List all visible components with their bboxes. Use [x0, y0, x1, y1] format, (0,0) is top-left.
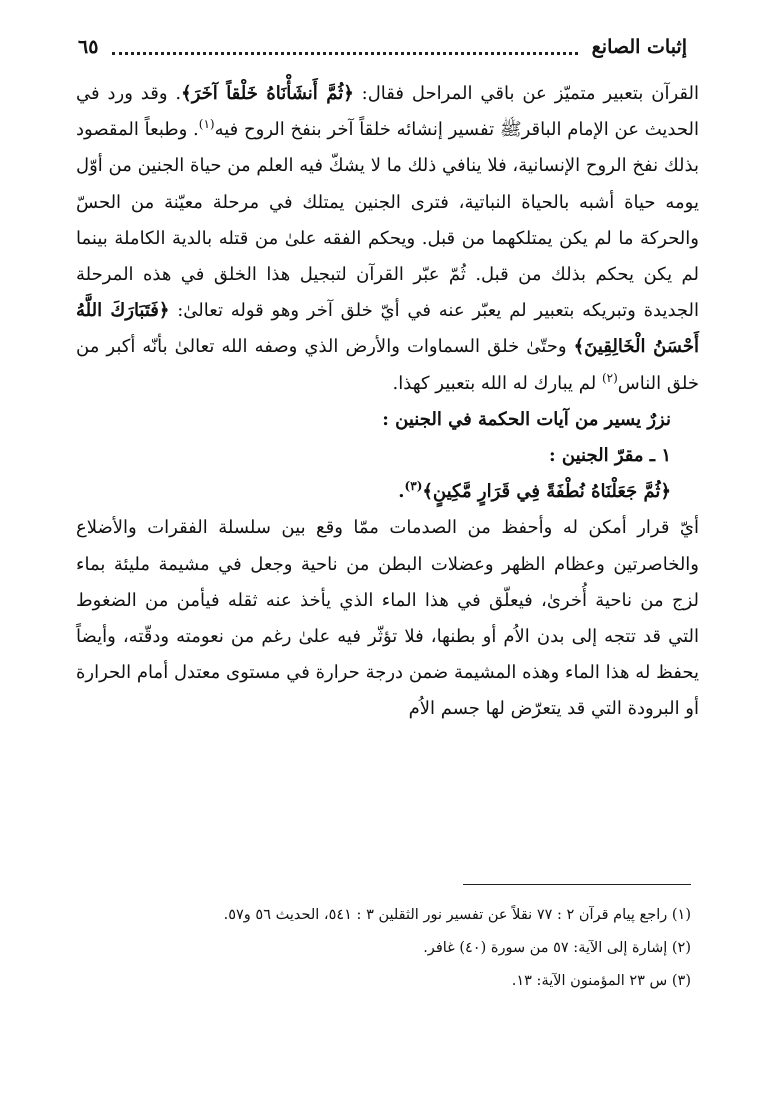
footnote-2: (٢) إشارة إلى الآية: ٥٧ من سورة (٤٠) غافر. — [423, 940, 691, 956]
running-header — [78, 30, 687, 64]
paragraph-1-text-d: وحتّىٰ خلق السماوات والأرض الذي وصفه الله تعالىٰ بأنّه أكبر من خلق الناس — [76, 336, 699, 394]
quran-verse-2: ﴿فَتَبَارَكَ اللَّهُ أَحْسَنُ الْخَالِقِينَ﴾ — [76, 300, 699, 358]
footnote-1: (١) راجع پيام قرآن ٢ : ٧٧ نقلاً عن تفسير نور الثقلين ٣ : ٥٤١، الحديث ٥٦ و٥٧. — [223, 907, 691, 923]
footnote-ref-1[interactable]: (١) — [198, 117, 215, 132]
paragraph-1-text-c: . وطبعاً المقصود بذلك نفخ الروح الإنسانية، فلا ينافي ذلك ما لا يشكّ فيه العلم من حياة الجنين من أوّل يومه حياة أشبه بالحياة النباتية، فترى الجنين يمتلك في مرحلة معيّنة من الحسّ والحركة ما لم يكن يمتلكهما من قبل. ويحكم الفقه علىٰ من قتله بالدية الكاملة بينما لم يكن يحكم بذلك من قبل. ثُمّ عبّر القرآن لتبجيل هذا الخلق في هذه المرحلة الجديدة وتبريكه بتعبير لم يعبّر عنه في أيّ خلق آخر وهو قوله تعالىٰ: — [76, 119, 700, 322]
main-text — [76, 76, 699, 728]
subheading: ١ ـ مقرّ الجنين : — [548, 445, 671, 467]
verse-line — [76, 474, 699, 510]
paragraph-1 — [76, 76, 699, 402]
quran-verse-1: ﴿ثُمَّ أَنشَأْنَاهُ خَلْقاً آخَرَ﴾ — [181, 83, 354, 104]
paragraph-2: أيّ قرار أمكن له وأحفظ من الصدمات ممّا وقع بين سلسلة الفقرات والأضلاع والخاصرتين وعظام الظهر وعضلات البطن من ناحية وجعل في مشيمة مليئة بماء لزج من ناحية أُخرىٰ، فيعلّق في هذا الماء الذي يأخذ عنه ثقله فيأمن من الضغوط التي قد تتجه إلى بدن الاُم أو بطنها، فلا تؤثّر فيه علىٰ رغم من نعومته ودقّته، وأيضاً يحفظ له هذا الماء وهذه المشيمة ضمن درجة حرارة في مستوى معتدل أمام الحرارة أو البرودة التي قد يتعرّض لها جسم الاُم — [76, 517, 699, 720]
footnotes — [90, 899, 691, 998]
footnote-ref-3[interactable]: (٣) — [404, 479, 423, 494]
paragraph-1-text-b: . وقد ورد في الحديث عن الإمام الباقرﷺ تفسير إنشائه خلقاً آخر بنفخ الروح فيه — [76, 83, 699, 141]
footnote-separator — [463, 884, 691, 885]
footnote-3: (٣) س ٢٣ المؤمنون الآية: ١٣. — [511, 973, 691, 989]
verse-line-end: . — [398, 481, 405, 503]
footnote-ref-2[interactable]: (٢) — [601, 370, 618, 385]
page-number: ٦٥ — [78, 36, 99, 58]
quran-verse-3: ﴿ثُمَّ جَعَلْنَاهُ نُطْفَةً فِي قَرَارٍ مَّكِينٍ﴾ — [422, 481, 671, 503]
running-title: إثبات الصانع — [591, 36, 687, 58]
paragraph-1-text-e: لم يبارك له الله بتعبير كهذا. — [392, 372, 602, 394]
header-dot-leader — [112, 40, 577, 55]
section-title: نزرٌ يسير من آيات الحكمة في الجنين : — [382, 408, 671, 430]
paragraph-1-text-a: القرآن بتعبير متميّز عن باقي المراحل فقال: — [353, 83, 699, 104]
